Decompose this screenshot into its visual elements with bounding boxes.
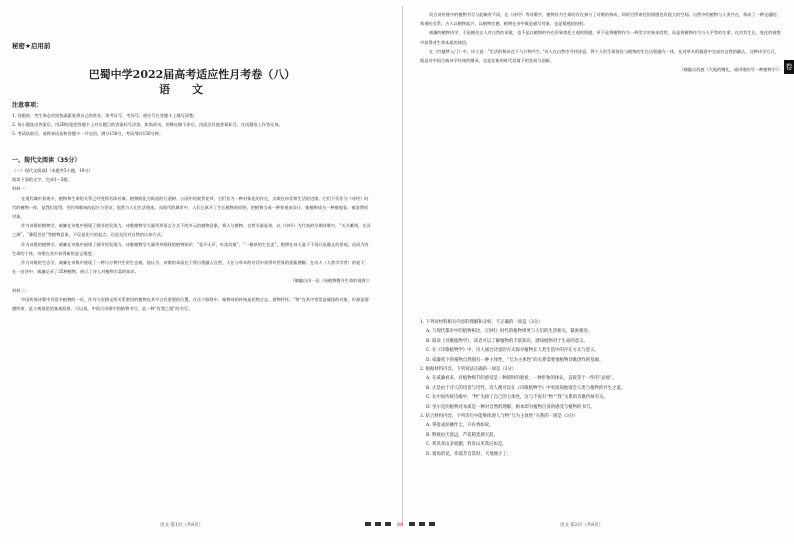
question-stem: 2. 根据材料内容，下列说法正确的一项是（3分） — [420, 367, 517, 373]
material-label: 材料一： — [12, 186, 29, 192]
source-note: （摘编自田一辰《向植物敬开生命的视界》） — [290, 278, 372, 284]
material-paragraph: 作为诗歌的生态学，威廉在诗集中展现了一种与万物共生的生态观。他认为，诗歌的本质在于将自我融入自然，人在与草木的对话中获得对世界的重新理解。在诗人（人类学学者）的笔下，在一首诗中，威廉记录了35种植物，展示了诗人对植物丰富的知识。 — [12, 260, 369, 275]
page-marker: 88 — [396, 522, 404, 528]
note-item: 2. 每小题选出答案后，用2B铅笔把答题卡上对应题目的答案标号涂黑。如需改动，用橡皮擦干净后，再选涂其他答案标号。在试题卷上作答无效。 — [12, 122, 283, 128]
mark-icon — [429, 522, 435, 526]
answer-option[interactable]: A. 在威廉看来，对植物细节的感受是一种即时的观看，一种形象的体认，直接等于一件的“灵视”。 — [426, 376, 617, 382]
side-tab: 卷 — [784, 60, 794, 74]
answer-option[interactable]: C. 我见青山多妩媚，料青山见我应如是。 — [426, 442, 507, 448]
note-item: 1. 答题前，考生务必用黑色碳素笔将自己的姓名、准考证号、考场号、座位号在答题卡上填写清楚。 — [12, 113, 198, 118]
section-heading: 一、现代文阅读（35分） — [12, 157, 81, 164]
question-stem: 3. 结合材料内容，下列诗句中能够体现人与物“互为主体性”关系的一项是（3分） — [420, 414, 578, 420]
answer-option[interactable]: B. 正是由于诗人的诗意与诗性，诗人便可以在《诗歌植物学》中更深刻地领会人类与植物的共生之道。 — [426, 385, 626, 391]
material-continued — [420, 10, 782, 74]
questions — [420, 318, 782, 459]
subject-title: 语文 — [159, 83, 225, 96]
page-footer-right: 语文·第2页（共8页） — [560, 523, 604, 528]
answer-option[interactable]: D. 墙角的花，你孤芳自赏时，天地便小了。 — [426, 451, 512, 457]
material-paragraph: 在现代城市景观中，植物和生命的关系已经变得若即若离。植物既化为街道的行道树、公园中的观赏花草，它们作为一种对象化的存在，点缀在审美和生活的边缘。它们不仅作为《诗经》时代的植物一样，是我们觉得、劳作和歌咏的起兴与见证，依然与人们生活相连。而现代的城市中，人们已离开了生长植物的原野，把植物当成一种景观来设计，使植物成为一种被观看、被消费的对象。 — [12, 195, 369, 220]
mark-icon — [365, 522, 371, 526]
mark-icon — [375, 522, 381, 526]
mark-icon — [409, 522, 415, 526]
answer-option[interactable]: B. 阅读《诗歌植物学》，读者可以了解植物的丰富知识，感知植物对于生命的意义。 — [426, 338, 588, 344]
question-stem: 1. 下列对材料相关内容的理解和分析，不正确的一项是（3分） — [420, 320, 543, 325]
source-note: （摘编自西渡《大地的赠礼，或诗歌的另一种植物学》） — [679, 67, 782, 73]
right-page — [420, 0, 782, 544]
material-paragraph: 作为诗歌的植物学，威廉在诗集中展现了细节的发现力。诗歌植物学大量列举语言方式下的多元的植物意象，将人与植物、自然关联起来，以《诗经》为代表的早期诗歌中，“关关雎鸠，在河之洲”，“蒹葭苍苍”等植物意象，不仅是比兴的起点，还是先民对自然的认知方式。 — [12, 223, 371, 238]
answer-option[interactable]: C. 在《诗歌植物学》中，诗人通过诗意的方式探寻植物在人类生活中的存在方式与意义。 — [426, 348, 599, 354]
answer-option[interactable]: A. 与现代都市中的植物相比，《诗经》时代的植物则更与人们的生活相关、紧密相连。 — [426, 329, 593, 335]
subsection-heading: （一）现代文阅读Ⅰ（本题共5小题，19分） — [12, 168, 93, 173]
mark-icon — [419, 522, 425, 526]
material-label: 材料二： — [12, 287, 29, 293]
answer-option[interactable]: D. 威廉笔下的植物自然拥有一种主体性，“互为主体性”的关系需要他植物诗歌创作的基础。 — [426, 357, 604, 363]
footer-marks — [340, 522, 460, 528]
exam-title: 巴蜀中学2022届高考适应性月考卷（八） — [88, 68, 296, 81]
page-divider — [402, 6, 403, 526]
reading-section — [12, 155, 372, 313]
page-footer-left: 语文·第1页（共8页） — [160, 523, 204, 528]
material-paragraph: 作为诗歌的植物学，威廉在诗集中展现了细节的发现力。诗歌植物学大量列举细致的植物知识：“花开无声，叶落有痕”，“一株草的生长史”，植物在诗人笔下不再只是静止的景观，而成为有生命的个体，诗歌在其中获得新的意义维度。 — [12, 241, 369, 256]
answer-option[interactable]: B. 野渡由天涯远，芦花稻麦满天涯。 — [426, 432, 498, 438]
instruction: 阅读下面的文字，完成1～5题。 — [12, 177, 72, 183]
confidential-mark: 秘密★启用前 — [12, 42, 51, 50]
answer-option[interactable]: C. 在中国传统诗歌中，“物”失掉了自己的主体性，这与不再有“物”“我”关系的诗歌传统有关。 — [426, 395, 608, 401]
material-paragraph: 中国传统诗歌中有很多植物的一员，作为与农耕文明关系密切的植物在其中占有重要的位置。在这个脉络中，咏物诗的传统是托物言志、借物抒怀，“物”在其中常常是载体的对象，但却是情感所寄，是主观情思的客观投射。可以说，中国古诗歌中的植物书写，是一种“有我之境”的书写。 — [12, 296, 369, 312]
mark-icon — [385, 522, 391, 526]
answer-option[interactable]: A. 零落成泥碾作尘，只有香如故。 — [426, 423, 494, 429]
answer-option[interactable]: D. 里尔克的植物诗本质是一种对自然的理解，根本即为植物自身的感受与植物的书写。 — [426, 404, 595, 410]
notes-heading: 注意事项： — [12, 102, 43, 109]
material-paragraph: 在《红楼梦入门》中，诗人说：“生活的秘诀在于与万物共生。”诗人在自然中寻找诗意，将个人的生命体验与植物的生长历程融为一体，在对草木的凝视中完成对自我的确认。这种诗学方式，既是对中国古典诗学传统的继承，也是在新的时代语境下的发展与创新。 — [420, 48, 779, 64]
material-paragraph: 而古诗传统中的植物书写与此略有不同，在《诗经》等诗歌中，植物作为生命的存在参与了诗歌的构成，同时它所寄托的情感也有很大的空间。自然中的植物与人类共在，构成了一种交融的、和谐的关系。古人以植物起兴，以植物比德，植物在诗中既是描写对象，也是情感的投射。 — [420, 12, 781, 27]
note-item: 3. 考试结束后，请将本试卷和答题卡一并交回。满分150分，考试用时150分钟。 — [12, 131, 164, 137]
left-page — [12, 0, 372, 544]
material-paragraph: 威廉的植物诗学，不是模仿古人对自然的讴歌，也不是以植物的外在形象寄托主观的情感，更不是将植物作为一种美学对象来欣赏，而是将植物作为与人平等的生命，在对其生长、变化的观察中获得对生命本质的体悟。 — [420, 30, 781, 45]
notes-section — [12, 100, 372, 139]
